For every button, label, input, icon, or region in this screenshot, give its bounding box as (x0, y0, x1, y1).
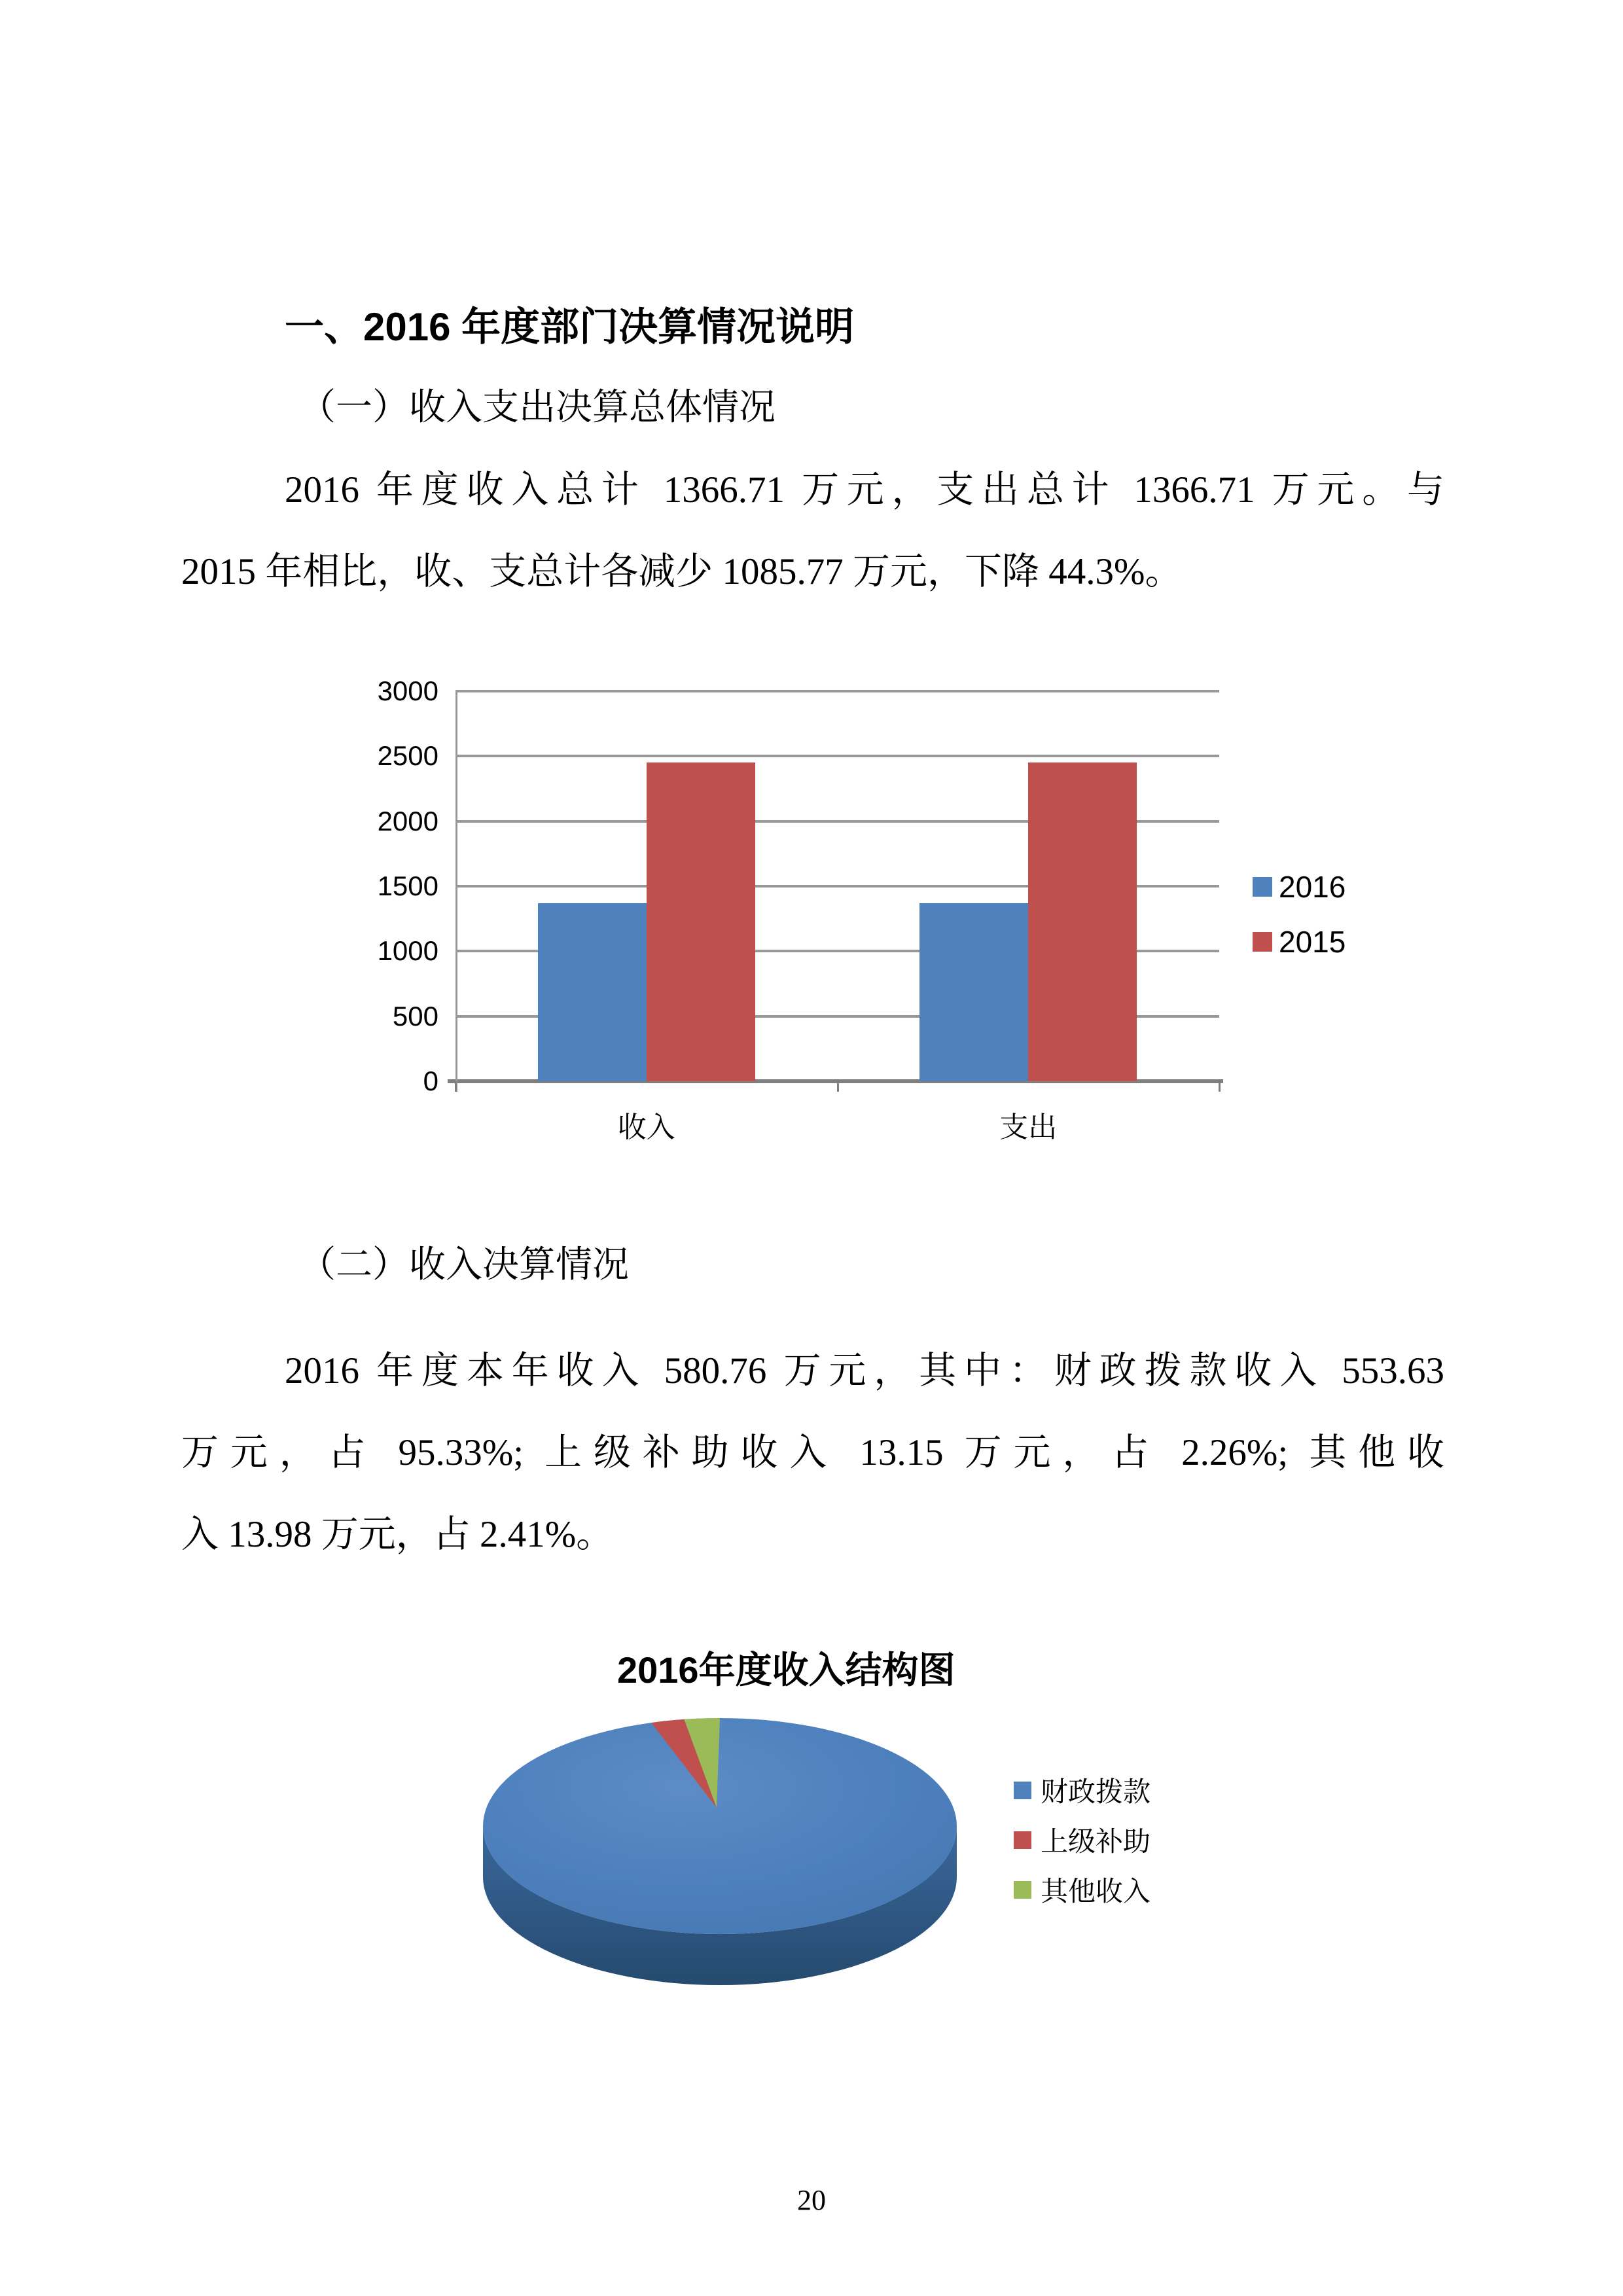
pie-chart-title: 2016年度收入结构图 (617, 1649, 955, 1691)
legend-label: 2016 (1279, 870, 1346, 904)
paragraph-1-line-1: 2016 年度收入总计 1366.71 万元，支出总计 1366.71 万元。与 (285, 469, 1444, 511)
pie-legend-label: 上级补助 (1041, 1827, 1151, 1857)
paragraph-2-line-1: 2016 年度本年收入 580.76 万元，其中：财政拨款收入 553.63 (285, 1350, 1444, 1391)
y-axis-tick-label: 3000 (377, 675, 438, 706)
bar-2016-收入 (538, 903, 647, 1081)
x-axis-tickmark (455, 1081, 457, 1092)
section-heading: 一、2016 年度部门决算情况说明 (285, 305, 855, 349)
legend-swatch-2015 (1253, 932, 1272, 952)
pie-chart (366, 1695, 1374, 2003)
legend-swatch-2016 (1253, 877, 1272, 897)
y-axis-tick-label: 2000 (377, 805, 438, 836)
y-axis-line (455, 691, 457, 1092)
pie-legend-item (1014, 1824, 1150, 1856)
bar-2015-支出 (1028, 762, 1137, 1081)
x-axis-tickmark (837, 1081, 839, 1092)
pie-legend-label: 财政拨款 (1041, 1778, 1151, 1808)
pie-legend-item (1014, 1874, 1150, 1905)
paragraph-1-line-2: 2015 年相比，收、支总计各减少 1085.77 万元，下降 44.3%。 (181, 551, 1183, 592)
subsection-heading-1: （一）收入支出决算总体情况 (299, 387, 776, 428)
bar-legend-item (1253, 924, 1346, 960)
gridline (455, 690, 1219, 692)
pie-legend-swatch-上级补助 (1014, 1831, 1031, 1849)
y-axis-tick-label: 500 (392, 1000, 438, 1031)
paragraph-2-line-2: 万元，占 95.33%; 上级补助收入 13.15 万元，占 2.26%; 其他收 (181, 1432, 1444, 1473)
pie-slice-财政拨款 (483, 1718, 957, 1934)
gridline (455, 755, 1219, 757)
category-label: 收入 (617, 1111, 675, 1143)
bar-chart (366, 661, 1400, 1172)
bar-2015-收入 (647, 762, 755, 1081)
pie-legend-item (1014, 1774, 1150, 1806)
pie-legend-swatch-财政拨款 (1014, 1782, 1031, 1799)
y-axis-tick-label: 1500 (377, 870, 438, 901)
y-axis-tick-label: 1000 (377, 935, 438, 967)
category-label: 支出 (999, 1111, 1058, 1143)
x-axis-tickmark (1219, 1081, 1221, 1092)
subsection-heading-2: （二）收入决算情况 (299, 1245, 629, 1285)
page-number: 20 (797, 2184, 826, 2216)
pie-legend-label: 其他收入 (1041, 1877, 1151, 1907)
y-axis-tick-label: 0 (423, 1066, 438, 1096)
pie-legend-swatch-其他收入 (1014, 1881, 1031, 1899)
paragraph-2-line-3: 入 13.98 万元，占 2.41%。 (181, 1514, 614, 1555)
bar-2016-支出 (919, 903, 1028, 1081)
legend-label: 2015 (1279, 925, 1346, 959)
bar-legend-item (1253, 869, 1346, 905)
y-axis-tick-label: 2500 (377, 740, 438, 772)
